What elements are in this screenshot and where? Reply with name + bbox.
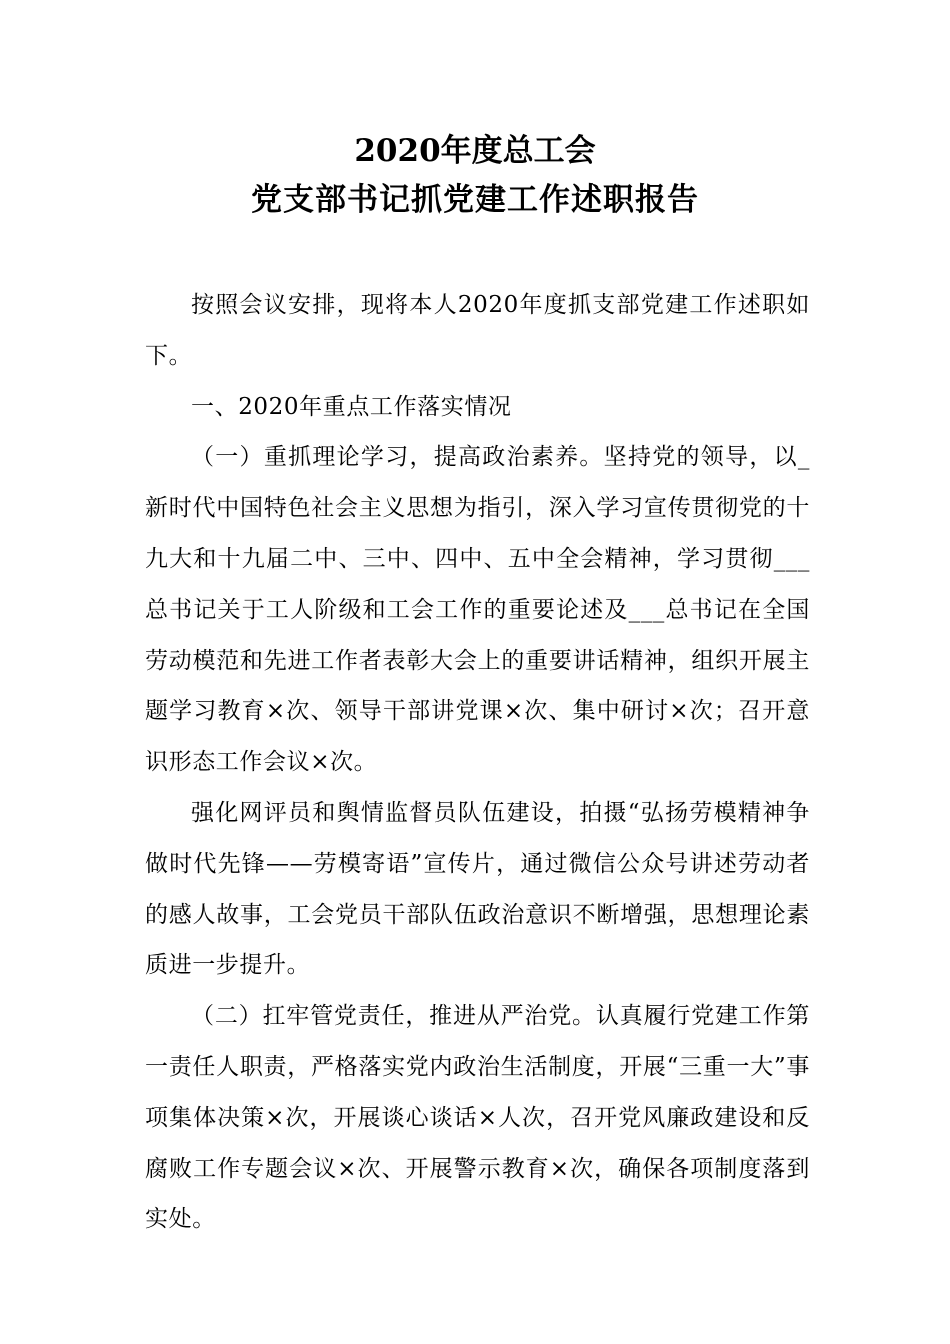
section-heading-1: 一、2020年重点工作落实情况 xyxy=(191,393,512,420)
document-title-line-2: 党支部书记抓党建工作述职报告 xyxy=(251,182,699,218)
document-title-line-1: 2020年度总工会 xyxy=(354,133,596,169)
paragraph-intro: 按照会议安排，现将本人2020年度抓支部党建工作述职如下。 xyxy=(145,292,810,369)
paragraph-theory-study: （一）重抓理论学习，提高政治素养。坚持党的领导，以_新时代中国特色社会主义思想为指引，深入学习宣传贯彻党的十九大和十九届二中、三中、四中、五中全会精神，学习贯彻___总书记关于工人阶级和工会工作的重要论述及___总书记在全国劳动模范和先进工作者表彰大会上的重要讲话精神，组织开展主题学习教育×次、领导干部讲党课×次、集中研讨×次；召开意识形态工作会议×次。 xyxy=(145,444,810,776)
document-body xyxy=(145,280,810,1245)
paragraph-party-discipline: （二）扛牢管党责任，推进从严治党。认真履行党建工作第一责任人职责，严格落实党内政治生活制度，开展“三重一大”事项集体决策×次，开展谈心谈话×人次，召开党风廉政建设和反腐败工作专题会议×次、开展警示教育×次，确保各项制度落到实处。 xyxy=(145,1003,810,1233)
paragraph-team-building: 强化网评员和舆情监督员队伍建设，拍摄“弘扬劳模精神争做时代先锋——劳模寄语”宣传片，通过微信公众号讲述劳动者的感人故事，工会党员干部队伍政治意识不断增强，思想理论素质进一步提升。 xyxy=(145,799,810,979)
